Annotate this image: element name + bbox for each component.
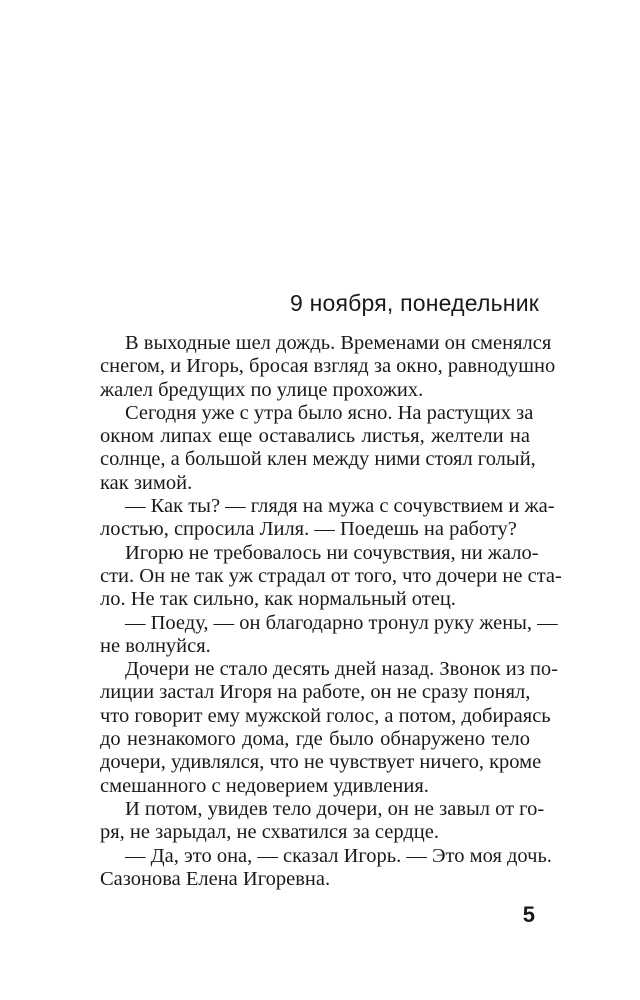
text-line: смешанного с недоверием удивления.: [100, 774, 429, 797]
text-line: — Как ты? — глядя на мужа с сочувствием и жа-: [125, 495, 555, 518]
text-line: окном липах еще оставались листья, желтели на: [100, 425, 530, 448]
text-line: до незнакомого дома, где было обнаружено тело: [100, 728, 530, 751]
chapter-heading: 9 ноября, понедельник: [290, 290, 539, 316]
text-line: И потом, увидев тело дочери, он не завыл от го-: [125, 797, 545, 820]
text-line: дочери, удивлялся, что не чувствует ничего, кроме: [100, 751, 542, 774]
text-line: — Поеду, — он благодарно тронул руку жены, —: [125, 611, 558, 634]
text-line: солнце, а большой клен между ними стоял голый,: [100, 448, 536, 471]
text-line: В выходные шел дождь. Временами он сменялся: [125, 332, 552, 354]
text-line: как зимой.: [100, 471, 193, 494]
text-line: Сазонова Елена Игоревна.: [100, 867, 331, 890]
text-line: лиции застал Игоря на работе, он не сразу понял,: [100, 681, 531, 704]
text-line: Сегодня уже с утра было ясно. На растущих за: [125, 401, 534, 424]
text-line: жалел бредущих по улице прохожих.: [100, 378, 424, 401]
text-line: ря, не зарыдал, не схватился за сердце.: [100, 821, 439, 844]
text-line: Игорю не требовалось ни сочувствия, ни жало-: [125, 541, 539, 564]
text-line: ло. Не так сильно, как нормальный отец.: [100, 588, 456, 611]
text-line: не волнуйся.: [100, 634, 211, 657]
text-line: — Да, это она, — сказал Игорь. — Это моя дочь.: [125, 844, 552, 867]
text-line: Дочери не стало десять дней назад. Звонок из по-: [125, 658, 558, 681]
text-line: сти. Он не так уж страдал от того, что дочери не ста-: [100, 564, 562, 587]
page-number: 5: [522, 902, 535, 927]
text-line: снегом, и Игорь, бросая взгляд за окно, равнодушно: [100, 355, 556, 378]
text-line: лостью, спросила Лиля. — Поедешь на работу?: [100, 518, 517, 541]
text-line: что говорит ему мужской голос, а потом, добираясь: [100, 704, 551, 727]
body-text: [100, 332, 562, 891]
